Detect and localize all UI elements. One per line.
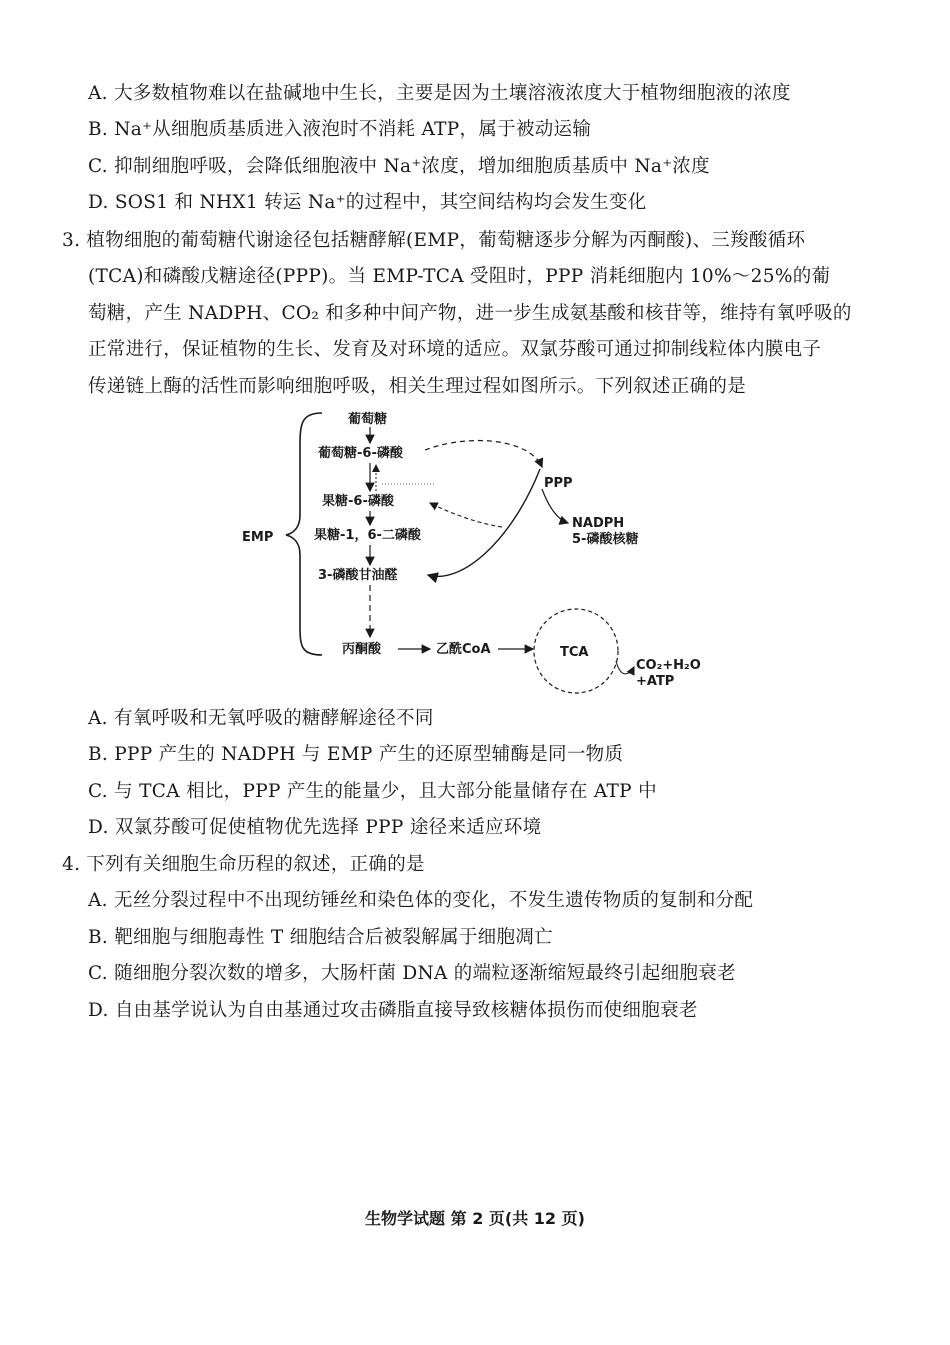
- q3-option-d: D. 双氯芬酸可促使植物优先选择 PPP 途径来适应环境: [88, 817, 542, 838]
- q3-option-b: B. PPP 产生的 NADPH 与 EMP 产生的还原型辅酶是同一物质: [88, 744, 624, 765]
- ppp-to-products: [542, 489, 568, 523]
- q3-option-a: A. 有氧呼吸和无氧呼吸的糖酵解途径不同: [88, 708, 434, 729]
- q3-stem-line-2: (TCA)和磷酸戊糖途径(PPP)。当 EMP-TCA 受阻时，PPP 消耗细胞内 10%～25%的葡: [88, 266, 831, 287]
- tca-products-1: CO₂+H₂O: [636, 658, 701, 673]
- tca-products-2: +ATP: [636, 674, 675, 689]
- q2-option-d: D. SOS1 和 NHX1 转运 Na⁺的过程中，其空间结构均会发生变化: [88, 192, 647, 213]
- ppp-solid-arc: [428, 469, 540, 576]
- q4-option-d: D. 自由基学说认为自由基通过攻击磷脂直接导致核糖体损伤而使细胞衰老: [88, 1000, 698, 1021]
- metabolism-diagram: [230, 405, 720, 695]
- q2-option-c: C. 抑制细胞呼吸，会降低细胞液中 Na⁺浓度，增加细胞质基质中 Na⁺浓度: [88, 156, 710, 177]
- f16bp-node: 果糖-1，6-二磷酸: [314, 528, 421, 543]
- q2-option-b: B. Na⁺从细胞质基质进入液泡时不消耗 ATP，属于被动运输: [88, 119, 592, 140]
- ppp-return-f6p: [430, 503, 502, 527]
- g3p-node: 3-磷酸甘油醛: [318, 568, 398, 583]
- pyruvate-node: 丙酮酸: [342, 642, 382, 657]
- acetyl-coa-node: 乙酰CoA: [436, 642, 491, 657]
- q3-stem-line-1: 3. 植物细胞的葡萄糖代谢途径包括糖酵解(EMP，葡萄糖逐步分解为丙酮酸)、三羧酸循环: [62, 230, 806, 251]
- g6p-node: 葡萄糖-6-磷酸: [318, 446, 403, 461]
- ppp-dashed-arc: [425, 441, 542, 467]
- q4-option-a: A. 无丝分裂过程中不出现纺锤丝和染色体的变化，不发生遗传物质的复制和分配: [88, 890, 754, 911]
- glucose-node: 葡萄糖: [348, 412, 388, 427]
- ppp-label: PPP: [544, 476, 573, 491]
- tca-label: TCA: [560, 645, 589, 660]
- arrow-tca-products: [616, 661, 634, 674]
- page-footer: 生物学试题 第 2 页(共 12 页): [365, 1209, 585, 1228]
- emp-label: EMP: [242, 530, 274, 545]
- f6p-node: 果糖-6-磷酸: [322, 494, 394, 509]
- r5p-product: 5-磷酸核糖: [572, 532, 639, 547]
- q3-stem-line-4: 正常进行，保证植物的生长、发育及对环境的适应。双氯芬酸可通过抑制线粒体内膜电子: [88, 339, 822, 360]
- q4-option-b: B. 靶细胞与细胞毒性 T 细胞结合后被裂解属于细胞凋亡: [88, 927, 553, 948]
- q2-option-a: A. 大多数植物难以在盐碱地中生长，主要是因为土壤溶液浓度大于植物细胞液的浓度: [88, 83, 791, 104]
- q4-stem: 4. 下列有关细胞生命历程的叙述，正确的是: [62, 854, 425, 875]
- q3-stem-line-5: 传递链上酶的活性而影响细胞呼吸，相关生理过程如图所示。下列叙述正确的是: [88, 376, 747, 397]
- q3-option-c: C. 与 TCA 相比，PPP 产生的能量少，且大部分能量储存在 ATP 中: [88, 781, 657, 802]
- q4-option-c: C. 随细胞分裂次数的增多，大肠杆菌 DNA 的端粒逐渐缩短最终引起细胞衰老: [88, 963, 736, 984]
- q3-stem-line-3: 萄糖，产生 NADPH、CO₂ 和多种中间产物，进一步生成氨基酸和核苷等，维持有氧呼吸的: [88, 303, 852, 324]
- nadph-product: NADPH: [572, 516, 625, 531]
